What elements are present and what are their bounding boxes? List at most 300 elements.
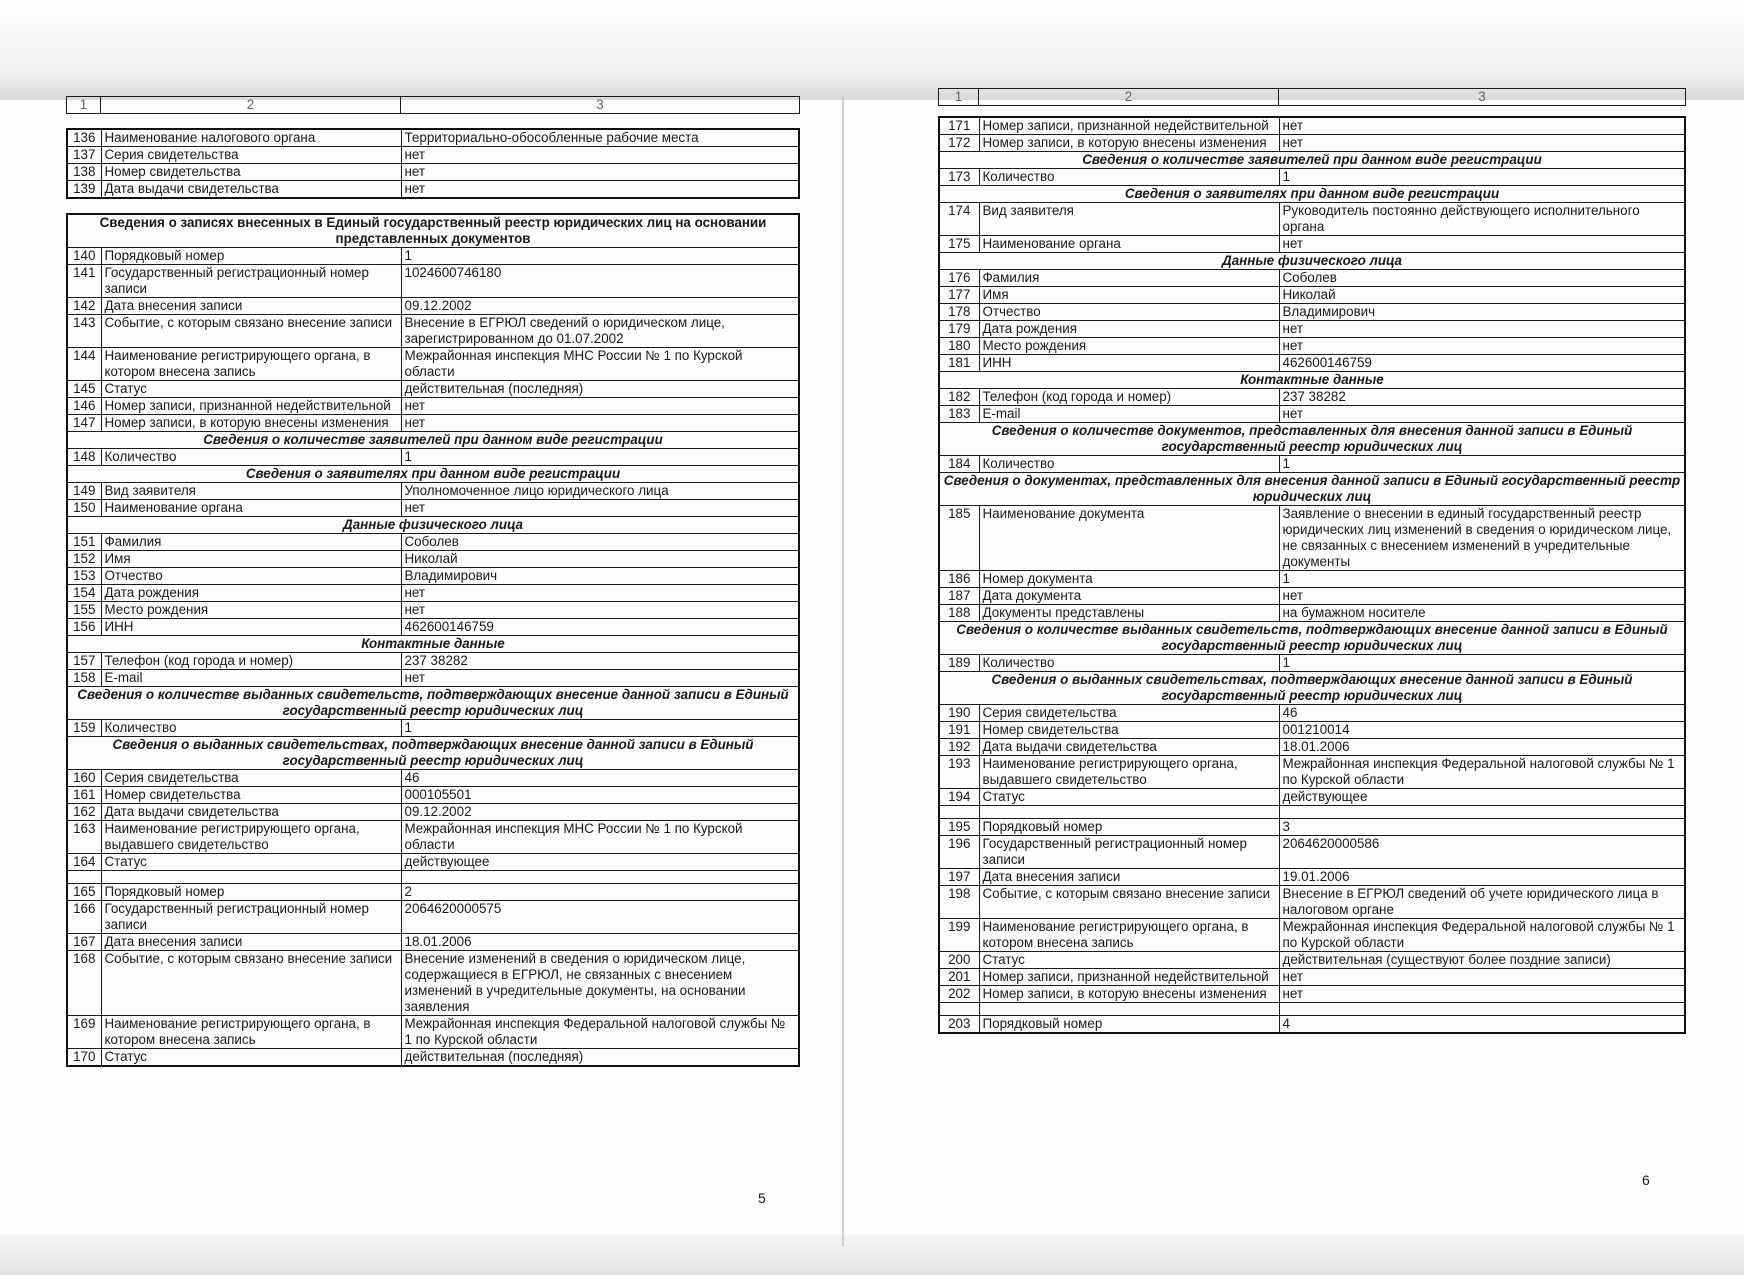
table-row	[67, 551, 799, 568]
scan-shadow-top	[0, 0, 1744, 100]
field-value: 462600146759	[401, 619, 799, 636]
table-row	[67, 348, 799, 381]
registry-records-table	[938, 116, 1686, 1034]
field-label: Государственный регистрационный номер записи	[101, 265, 401, 298]
section-heading-row	[939, 372, 1685, 389]
field-label: Дата внесения записи	[101, 934, 401, 951]
registry-records-table	[66, 213, 800, 1067]
field-value: нет	[1279, 236, 1685, 253]
table-title-row	[67, 214, 799, 248]
table-row	[67, 1049, 799, 1067]
table-row	[67, 415, 799, 432]
row-number: 187	[939, 588, 979, 605]
table-row	[939, 588, 1685, 605]
section-heading: Сведения о количестве выданных свидетельств, подтверждающих внесение данной записи в Единый государственный реестр юридических лиц	[67, 687, 799, 720]
field-value: Межрайонная инспекция Федеральной налоговой службы № 1 по Курской области	[1279, 756, 1685, 789]
table-row	[939, 1016, 1685, 1034]
row-number: 189	[939, 655, 979, 672]
section-heading: Данные физического лица	[939, 253, 1685, 270]
section-heading: Сведения о документах, представленных для внесения данной записи в Единый государственный реестр юридических лиц	[939, 473, 1685, 506]
table-row	[67, 129, 799, 147]
table-row	[939, 236, 1685, 253]
spacer-cell	[67, 871, 101, 884]
field-label: Серия свидетельства	[101, 147, 401, 164]
field-label: Номер свидетельства	[101, 787, 401, 804]
table-row	[939, 321, 1685, 338]
field-value: 1	[1279, 169, 1685, 186]
row-number: 203	[939, 1016, 979, 1034]
row-number: 186	[939, 571, 979, 588]
field-value: Уполномоченное лицо юридического лица	[401, 483, 799, 500]
table-row	[939, 756, 1685, 789]
row-number: 155	[67, 602, 101, 619]
row-number: 196	[939, 836, 979, 869]
field-value: нет	[401, 147, 799, 164]
field-value: Внесение изменений в сведения о юридическом лице, содержащиеся в ЕГРЮЛ, не связанных с внесением изменений в учредительные документы, на основании заявления	[401, 951, 799, 1016]
table-row	[939, 869, 1685, 886]
section-heading: Сведения о выданных свидетельствах, подтверждающих внесение данной записи в Единый государственный реестр юридических лиц	[939, 672, 1685, 705]
spacer-cell	[1279, 806, 1685, 819]
field-value: Межрайонная инспекция МНС России № 1 по Курской области	[401, 348, 799, 381]
section-heading-row	[67, 636, 799, 653]
row-number: 184	[939, 456, 979, 473]
field-label: Наименование налогового органа	[101, 129, 401, 147]
page-fold	[842, 96, 844, 1246]
section-heading: Сведения о выданных свидетельствах, подтверждающих внесение данной записи в Единый государственный реестр юридических лиц	[67, 737, 799, 770]
field-value: действительная (существуют более поздние записи)	[1279, 952, 1685, 969]
field-value: действительная (последняя)	[401, 1049, 799, 1067]
field-label: Наименование регистрирующего органа, выдавшего свидетельство	[979, 756, 1279, 789]
table-row	[939, 986, 1685, 1003]
table-row	[939, 789, 1685, 806]
field-label: Имя	[101, 551, 401, 568]
section-heading: Сведения о количестве документов, представленных для внесения данной записи в Единый государственный реестр юридических лиц	[939, 423, 1685, 456]
field-label: Номер записи, признанной недействительной	[101, 398, 401, 415]
section-heading: Сведения о заявителях при данном виде регистрации	[939, 186, 1685, 203]
section-heading: Сведения о количестве заявителей при данном виде регистрации	[67, 432, 799, 449]
table-row	[939, 571, 1685, 588]
table-row	[939, 952, 1685, 969]
field-label: Номер записи, признанной недействительной	[979, 969, 1279, 986]
table-row	[939, 169, 1685, 186]
field-label: Дата рождения	[979, 321, 1279, 338]
row-number: 149	[67, 483, 101, 500]
field-label: Событие, с которым связано внесение записи	[101, 315, 401, 348]
field-label: Вид заявителя	[101, 483, 401, 500]
table-row	[939, 304, 1685, 321]
field-label: Фамилия	[101, 534, 401, 551]
field-label: Отчество	[979, 304, 1279, 321]
table-row	[67, 854, 799, 871]
field-label: ИНН	[101, 619, 401, 636]
table-row	[939, 355, 1685, 372]
row-number: 140	[67, 248, 101, 265]
section-heading-row	[939, 152, 1685, 169]
column-number-row	[66, 96, 800, 114]
field-value: нет	[401, 670, 799, 687]
table-row	[67, 619, 799, 636]
row-number: 163	[67, 821, 101, 854]
field-value: 1	[1279, 655, 1685, 672]
field-value: 09.12.2002	[401, 298, 799, 315]
field-value: 18.01.2006	[401, 934, 799, 951]
field-value: 462600146759	[1279, 355, 1685, 372]
field-value: 1	[401, 720, 799, 737]
field-value: действующее	[1279, 789, 1685, 806]
table-row	[939, 338, 1685, 355]
field-label: Вид заявителя	[979, 203, 1279, 236]
field-value: 1024600746180	[401, 265, 799, 298]
column-number: 1	[939, 89, 979, 106]
field-label: Дата выдачи свидетельства	[101, 804, 401, 821]
section-heading-row	[939, 253, 1685, 270]
table-row	[939, 722, 1685, 739]
row-number: 173	[939, 169, 979, 186]
section-heading-row	[939, 672, 1685, 705]
row-number: 193	[939, 756, 979, 789]
field-value: 2	[401, 884, 799, 901]
field-value: 1	[401, 248, 799, 265]
field-label: Дата внесения записи	[979, 869, 1279, 886]
row-number: 136	[67, 129, 101, 147]
table-row	[67, 804, 799, 821]
section-heading-row	[67, 466, 799, 483]
table-row	[67, 164, 799, 181]
table-row	[939, 117, 1685, 135]
row-number: 181	[939, 355, 979, 372]
table-row	[67, 483, 799, 500]
row-number: 190	[939, 705, 979, 722]
row-number: 154	[67, 585, 101, 602]
column-number-row	[938, 88, 1686, 106]
field-value: 46	[401, 770, 799, 787]
field-label: Номер документа	[979, 571, 1279, 588]
field-label: Дата документа	[979, 588, 1279, 605]
field-label: Документы представлены	[979, 605, 1279, 622]
field-value: Внесение в ЕГРЮЛ сведений об учете юридического лица в налоговом органе	[1279, 886, 1685, 919]
row-number: 176	[939, 270, 979, 287]
field-value: Внесение в ЕГРЮЛ сведений о юридическом лице, зарегистрированном до 01.07.2002	[401, 315, 799, 348]
table-row	[67, 181, 799, 199]
table-row	[67, 1016, 799, 1049]
table-row	[939, 655, 1685, 672]
row-number: 198	[939, 886, 979, 919]
spacer-cell	[1279, 1003, 1685, 1016]
left-page	[66, 96, 800, 1067]
field-label: Наименование документа	[979, 506, 1279, 571]
table-row	[67, 670, 799, 687]
row-number: 192	[939, 739, 979, 756]
table-row	[67, 449, 799, 466]
section-heading-row	[67, 687, 799, 720]
section-heading: Сведения о заявителях при данном виде регистрации	[67, 466, 799, 483]
field-label: Дата рождения	[101, 585, 401, 602]
row-number: 195	[939, 819, 979, 836]
field-value: нет	[401, 415, 799, 432]
section-heading-row	[67, 432, 799, 449]
field-label: Наименование органа	[101, 500, 401, 517]
field-value: Территориально-обособленные рабочие места	[401, 129, 799, 147]
field-label: Статус	[101, 1049, 401, 1067]
spacer-row	[67, 871, 799, 884]
table-title: Сведения о записях внесенных в Единый государственный реестр юридических лиц на основании представленных документов	[67, 214, 799, 248]
field-value: 1	[1279, 456, 1685, 473]
field-value: Владимирович	[401, 568, 799, 585]
table-row	[939, 287, 1685, 304]
row-number: 150	[67, 500, 101, 517]
table-row	[939, 605, 1685, 622]
field-label: Дата внесения записи	[101, 298, 401, 315]
field-label: Статус	[979, 952, 1279, 969]
table-row	[67, 901, 799, 934]
row-number: 164	[67, 854, 101, 871]
table-row	[67, 147, 799, 164]
table-row	[67, 821, 799, 854]
field-label: E-mail	[101, 670, 401, 687]
row-number: 144	[67, 348, 101, 381]
table-row	[67, 398, 799, 415]
field-value: 237 38282	[1279, 389, 1685, 406]
field-value: 4	[1279, 1016, 1685, 1034]
field-label: Имя	[979, 287, 1279, 304]
field-label: Порядковый номер	[979, 1016, 1279, 1034]
field-label: Количество	[979, 456, 1279, 473]
row-number: 170	[67, 1049, 101, 1067]
table-row	[67, 298, 799, 315]
field-label: Наименование регистрирующего органа, в котором внесена запись	[101, 1016, 401, 1049]
field-value: 3	[1279, 819, 1685, 836]
field-value: нет	[1279, 117, 1685, 135]
table-row	[67, 720, 799, 737]
spacer-cell	[979, 1003, 1279, 1016]
table-row	[67, 568, 799, 585]
table-row	[67, 653, 799, 670]
table-row	[67, 787, 799, 804]
field-value: Руководитель постоянно действующего исполнительного органа	[1279, 203, 1685, 236]
row-number: 174	[939, 203, 979, 236]
field-label: Порядковый номер	[101, 884, 401, 901]
table-row	[939, 135, 1685, 152]
row-number: 165	[67, 884, 101, 901]
section-heading-row	[939, 186, 1685, 203]
field-label: Дата выдачи свидетельства	[979, 739, 1279, 756]
row-number: 182	[939, 389, 979, 406]
spacer-cell	[101, 871, 401, 884]
field-label: Телефон (код города и номер)	[979, 389, 1279, 406]
field-value: Соболев	[1279, 270, 1685, 287]
row-number: 201	[939, 969, 979, 986]
spacer-row	[939, 806, 1685, 819]
row-number: 168	[67, 951, 101, 1016]
field-value: нет	[1279, 338, 1685, 355]
tax-authority-table	[66, 128, 800, 199]
table-row	[67, 381, 799, 398]
row-number: 183	[939, 406, 979, 423]
field-label: Место рождения	[979, 338, 1279, 355]
row-number: 199	[939, 919, 979, 952]
field-label: Статус	[101, 381, 401, 398]
row-number: 141	[67, 265, 101, 298]
section-heading-row	[939, 622, 1685, 655]
field-value: нет	[401, 164, 799, 181]
table-row	[939, 506, 1685, 571]
table-row	[67, 265, 799, 298]
row-number: 178	[939, 304, 979, 321]
row-number: 160	[67, 770, 101, 787]
field-value: 2064620000575	[401, 901, 799, 934]
field-value: нет	[401, 398, 799, 415]
field-value: нет	[401, 500, 799, 517]
field-label: E-mail	[979, 406, 1279, 423]
field-label: Статус	[979, 789, 1279, 806]
section-heading-row	[939, 473, 1685, 506]
field-label: Наименование регистрирующего органа, в котором внесена запись	[979, 919, 1279, 952]
table-row	[67, 315, 799, 348]
field-label: Номер свидетельства	[101, 164, 401, 181]
row-number: 188	[939, 605, 979, 622]
table-row	[939, 969, 1685, 986]
field-value: нет	[401, 585, 799, 602]
field-value: Николай	[1279, 287, 1685, 304]
table-row	[939, 456, 1685, 473]
field-label: Порядковый номер	[979, 819, 1279, 836]
field-value: 001210014	[1279, 722, 1685, 739]
field-label: Отчество	[101, 568, 401, 585]
row-number: 146	[67, 398, 101, 415]
table-row	[939, 836, 1685, 869]
field-value: нет	[1279, 969, 1685, 986]
field-label: Статус	[101, 854, 401, 871]
row-number: 194	[939, 789, 979, 806]
row-number: 172	[939, 135, 979, 152]
row-number: 200	[939, 952, 979, 969]
table-row	[939, 389, 1685, 406]
field-label: Событие, с которым связано внесение записи	[101, 951, 401, 1016]
field-value: 1	[401, 449, 799, 466]
spacer-row	[939, 1003, 1685, 1016]
page-number: 5	[758, 1190, 766, 1206]
row-number: 185	[939, 506, 979, 571]
field-value: Межрайонная инспекция Федеральной налоговой службы № 1 по Курской области	[401, 1016, 799, 1049]
row-number: 148	[67, 449, 101, 466]
table-row	[939, 270, 1685, 287]
row-number: 177	[939, 287, 979, 304]
table-row	[67, 884, 799, 901]
field-label: Порядковый номер	[101, 248, 401, 265]
field-label: Событие, с которым связано внесение записи	[979, 886, 1279, 919]
table-row	[67, 534, 799, 551]
spacer-cell	[401, 871, 799, 884]
row-number: 162	[67, 804, 101, 821]
section-heading: Контактные данные	[67, 636, 799, 653]
field-value: действительная (последняя)	[401, 381, 799, 398]
field-value: 46	[1279, 705, 1685, 722]
row-number: 167	[67, 934, 101, 951]
field-value: Межрайонная инспекция Федеральной налоговой службы № 1 по Курской области	[1279, 919, 1685, 952]
row-number: 153	[67, 568, 101, 585]
table-row	[67, 248, 799, 265]
field-label: Серия свидетельства	[101, 770, 401, 787]
field-value: 000105501	[401, 787, 799, 804]
section-heading: Сведения о количестве выданных свидетельств, подтверждающих внесение данной записи в Единый государственный реестр юридических лиц	[939, 622, 1685, 655]
table-row	[939, 886, 1685, 919]
field-value: 09.12.2002	[401, 804, 799, 821]
row-number: 166	[67, 901, 101, 934]
column-number: 2	[101, 97, 401, 114]
field-value: 19.01.2006	[1279, 869, 1685, 886]
row-number: 159	[67, 720, 101, 737]
row-number: 143	[67, 315, 101, 348]
row-number: 139	[67, 181, 101, 199]
table-row	[939, 406, 1685, 423]
table-row	[939, 919, 1685, 952]
row-number: 161	[67, 787, 101, 804]
row-number: 175	[939, 236, 979, 253]
column-number: 3	[1279, 89, 1686, 106]
table-row	[67, 951, 799, 1016]
section-heading-row	[67, 517, 799, 534]
field-label: Государственный регистрационный номер записи	[979, 836, 1279, 869]
row-number: 145	[67, 381, 101, 398]
field-value: Николай	[401, 551, 799, 568]
table-row	[939, 203, 1685, 236]
table-row	[939, 819, 1685, 836]
page-number: 6	[1642, 1172, 1650, 1188]
field-label: Номер записи, в которую внесены изменения	[101, 415, 401, 432]
field-label: Дата выдачи свидетельства	[101, 181, 401, 199]
field-label: Наименование органа	[979, 236, 1279, 253]
field-label: Количество	[979, 169, 1279, 186]
row-number: 138	[67, 164, 101, 181]
section-heading-row	[939, 423, 1685, 456]
field-label: Номер записи, в которую внесены изменения	[979, 135, 1279, 152]
scan-shadow-bottom	[0, 1235, 1744, 1275]
field-label: Государственный регистрационный номер записи	[101, 901, 401, 934]
row-number: 142	[67, 298, 101, 315]
field-value: нет	[1279, 135, 1685, 152]
table-row	[67, 934, 799, 951]
row-number: 169	[67, 1016, 101, 1049]
row-number: 137	[67, 147, 101, 164]
field-value: нет	[401, 181, 799, 199]
row-number: 197	[939, 869, 979, 886]
field-value: 1	[1279, 571, 1685, 588]
table-row	[67, 770, 799, 787]
spacer-cell	[939, 1003, 979, 1016]
field-label: Серия свидетельства	[979, 705, 1279, 722]
row-number: 147	[67, 415, 101, 432]
column-number: 1	[67, 97, 101, 114]
row-number: 157	[67, 653, 101, 670]
field-label: Количество	[101, 720, 401, 737]
field-label: ИНН	[979, 355, 1279, 372]
table-row	[67, 602, 799, 619]
spacer-cell	[939, 806, 979, 819]
field-value: действующее	[401, 854, 799, 871]
field-value: нет	[1279, 588, 1685, 605]
table-row	[67, 500, 799, 517]
field-label: Наименование регистрирующего органа, в котором внесена запись	[101, 348, 401, 381]
row-number: 151	[67, 534, 101, 551]
field-value: 237 38282	[401, 653, 799, 670]
spacer-cell	[979, 806, 1279, 819]
field-label: Количество	[979, 655, 1279, 672]
field-value: нет	[1279, 406, 1685, 423]
field-value: Владимирович	[1279, 304, 1685, 321]
column-number: 3	[401, 97, 800, 114]
field-label: Место рождения	[101, 602, 401, 619]
table-row	[939, 705, 1685, 722]
